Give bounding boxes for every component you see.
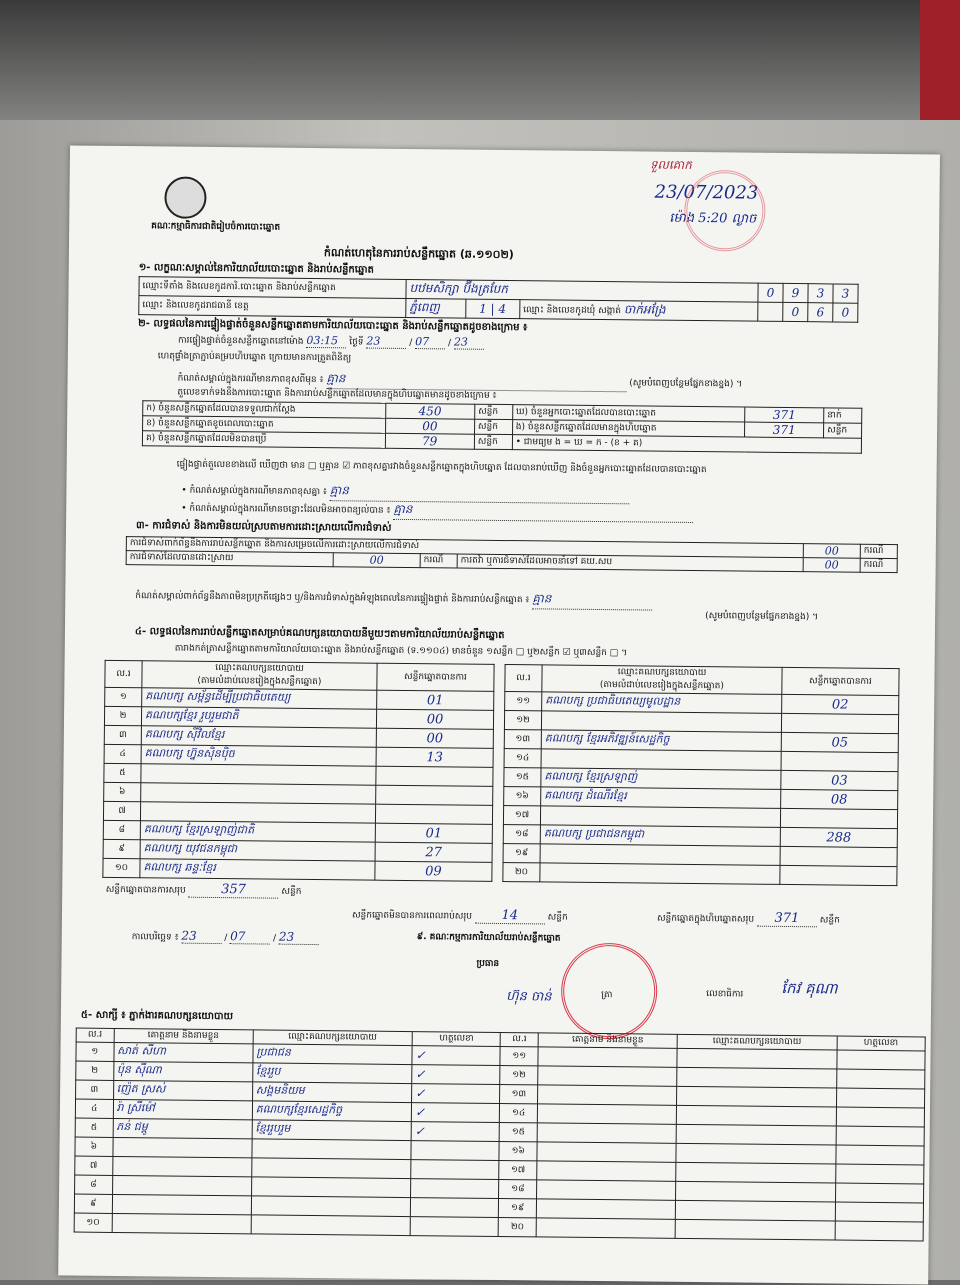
witness-signature <box>836 1126 925 1146</box>
witness-party: គណបក្សខ្មែរសេដ្ឋកិច្ច <box>252 1101 412 1122</box>
party-row-no: ១ <box>105 687 142 706</box>
witness-name <box>537 1161 676 1181</box>
section3-note-value: គ្មាន <box>532 590 652 610</box>
total-invalid-label: សន្លឹកឆ្នោតមិនបានការពេលរាប់សរុប <box>351 910 473 922</box>
party-results-right <box>502 664 899 886</box>
stamp-time: ម៉ោង 5:20 ល្ងាច <box>669 210 757 227</box>
count-label: គ) ចំនួនសន្លឹកឆ្នោតដែលមិនបានប្រើ <box>142 431 385 449</box>
party-row-no: ១៣ <box>504 730 541 749</box>
witness-no: ២០ <box>499 1217 537 1236</box>
party-row-no: ១០ <box>103 858 140 877</box>
witness-party <box>676 1105 836 1126</box>
row1-label: ឈ្មោះទីតាំង និងលេខកូដការិ.បោះឆ្នោត និងរាប់សន្លឹកឆ្នោត <box>139 277 406 299</box>
witness-signature: ✓ <box>411 1122 500 1142</box>
party-row-no: ៨ <box>103 820 140 839</box>
verification-time-line: ការផ្ទៀងផ្ទាត់ចំនួនសន្លឹកឆ្នោតនៅម៉ោង 03:15 ថ្ងៃទី 23 / 07 / 23 <box>178 333 484 351</box>
stamp-handwritten-code: ទួលគោក <box>649 157 692 172</box>
province-name: ភ្នំពេញ <box>406 298 466 318</box>
witness-no: ១៤ <box>500 1103 538 1122</box>
note-value: គ្មាន <box>326 370 626 392</box>
commune-label: ឈ្មោះ និងលេខកូដឃុំ សង្កាត់ <box>523 305 622 317</box>
witness-name <box>112 1175 251 1195</box>
commune-code-digit: 0 <box>833 303 858 322</box>
total-box-label: សន្លឹកឆ្នោតក្នុងហិបឆ្នោតសរុប <box>656 913 755 925</box>
col-party-label: ឈ្មោះគណបក្សនយោបាយ <box>215 662 304 674</box>
verification-month: 07 <box>415 335 445 349</box>
party-row-no: ១៩ <box>503 844 540 863</box>
note2-value: គ្មាន <box>330 482 630 504</box>
total-invalid-unit: សន្លឹក <box>547 912 568 923</box>
date-line: កាលបរិច្ឆេទ ៖ 23 / 07 / 23 <box>132 928 319 946</box>
party-votes: 00 <box>376 728 493 748</box>
col-party: ឈ្មោះគណបក្សនយោបាយ <box>677 1034 837 1050</box>
party-name: គណបក្ស ស៊ីវិលខ្មែរ <box>141 726 376 747</box>
witness-signature <box>411 1141 500 1161</box>
note-suffix: (សូមបំពេញបន្ថែមផ្នែកខាងខ្នង) ។ <box>629 378 743 390</box>
secretary-name: កែវ គុណា <box>781 978 838 998</box>
party-votes: 05 <box>781 732 898 752</box>
witness-no: ១៣ <box>500 1085 538 1104</box>
party-results-left <box>102 660 494 901</box>
witness-party <box>675 1200 835 1221</box>
section3-heading: ៣- ការជំទាស់ និងការមិនយល់ស្របតាមការដោះស្រាយលើការជំទាស់ <box>135 520 392 534</box>
party-name: គណបក្ស សម្ព័ន្ធដើម្បីប្រជាធិបតេយ្យ <box>142 688 377 709</box>
committee-name: គណៈកម្មាធិការជាតិរៀបចំការបោះឆ្នោត <box>151 221 281 233</box>
witness-signature <box>410 1198 499 1218</box>
party-row-no: ៦ <box>104 782 141 801</box>
appeal-label: ការតវ៉ា ឬការជំទាស់ដែលអាចនាំទៅ គឃ.សប <box>457 554 803 572</box>
witness-signature <box>411 1160 500 1180</box>
witness-no: ៩ <box>74 1194 112 1213</box>
witness-name <box>536 1199 675 1219</box>
witness-no: ១៩ <box>499 1198 537 1217</box>
col-votes: សន្លឹកឆ្នោតបានការ <box>782 667 899 695</box>
witness-name <box>537 1123 676 1143</box>
total-box-value: 371 <box>757 911 817 928</box>
witness-signature <box>835 1183 924 1203</box>
party-votes <box>780 808 897 828</box>
party-votes <box>376 766 493 786</box>
code-digit: 3 <box>808 284 833 303</box>
party-row-no: ១៥ <box>504 768 541 787</box>
stamp-date: 23/07/2023 <box>654 181 759 204</box>
commune-cell <box>520 300 758 321</box>
party-votes: 08 <box>781 789 898 809</box>
official-seal-bottom <box>561 943 658 1040</box>
witness-name <box>112 1156 251 1176</box>
total-box-line <box>657 910 840 928</box>
witness-signature <box>835 1202 924 1222</box>
col-sign: ហត្ថលេខា <box>412 1032 500 1047</box>
witness-no: ១១ <box>500 1047 538 1066</box>
party-votes <box>375 804 492 824</box>
col-party <box>542 665 782 695</box>
col-party <box>142 661 377 690</box>
witness-no: ១ <box>76 1042 114 1061</box>
verification-time-label: ការផ្ទៀងផ្ទាត់ចំនួនសន្លឹកឆ្នោតនៅម៉ោង <box>177 335 304 347</box>
witness-name <box>113 1137 252 1157</box>
table-intro: តួលេខទាក់ទងនឹងការបោះឆ្នោត និងការរាប់សន្លឹកឆ្នោតដែលមានក្នុងហិបឆ្នោតមានដូចខាងក្រោម ៖ <box>177 387 497 401</box>
witness-name: ញ៉េត ស្រស់ <box>113 1080 252 1100</box>
party-row-no: ១៨ <box>503 825 540 844</box>
witness-party <box>251 1158 411 1179</box>
witness-name <box>112 1213 251 1233</box>
note2-label: • កំណត់សម្គាល់ក្នុងករណីមានភាពខុសគ្នា ៖ <box>181 485 327 498</box>
total-valid-unit: សន្លឹក <box>281 886 302 897</box>
witness-party <box>676 1181 836 1202</box>
party-name <box>141 764 376 785</box>
witness-party: សង្គមនិយម <box>252 1082 412 1103</box>
party-name: គណបក្ស យុវជនកម្ពុជា <box>140 840 375 861</box>
witness-party <box>677 1048 837 1069</box>
section1-table <box>138 276 858 323</box>
count-unit: សន្លឹក <box>474 419 512 434</box>
section3-note-suffix: (សូមបំពេញបន្ថែមផ្នែកខាងខ្នង) ។ <box>705 611 819 623</box>
witness-no: ៥ <box>75 1118 113 1137</box>
count-value: 79 <box>385 433 474 449</box>
date-year: 23 <box>279 930 319 945</box>
party-name <box>540 844 780 866</box>
witness-no: ១៦ <box>499 1141 537 1160</box>
witness-name: រ៉ា ស្រីម៉ៅ <box>113 1099 252 1119</box>
col-no: ល.រ <box>105 660 142 687</box>
day-label: ថ្ងៃទី <box>349 337 364 348</box>
witness-signature: ✓ <box>411 1103 500 1123</box>
witness-party <box>677 1086 837 1107</box>
witness-name: សាត់ សីហា <box>113 1042 252 1062</box>
party-name: គណបក្ស ប្រជាធិបតេយ្យមូលដ្ឋាន <box>542 692 782 714</box>
verification-time: 03:15 <box>306 334 346 348</box>
witness-name <box>112 1194 251 1214</box>
total-box-unit: សន្លឹក <box>819 915 840 926</box>
witness-name <box>538 1047 677 1067</box>
witness-name: ភន់ ជម្ពូ <box>113 1118 252 1138</box>
witness-name <box>537 1104 676 1124</box>
ballot-count-table <box>142 400 862 454</box>
chair-name: ហ៊ុន ចាន់ <box>506 989 552 1005</box>
party-votes: 01 <box>375 823 492 843</box>
count-value: 371 <box>745 407 824 423</box>
witness-no: ១៧ <box>499 1160 537 1179</box>
col-no: ល.រ <box>505 665 542 692</box>
appeal-unit: ករណី <box>860 558 897 572</box>
witness-party <box>251 1215 411 1236</box>
count-unit: សន្លឹក <box>475 404 513 419</box>
note3-value: គ្មាន <box>393 501 693 523</box>
objection-label: ការជំទាស់ពាក់ព័ន្ធនឹងការរាប់សន្លឹកឆ្នោត និងការសម្រេចលើការដោះស្រាយលើការជំទាស់ <box>126 537 803 558</box>
witness-name <box>538 1066 677 1086</box>
witness-signature <box>410 1217 499 1237</box>
count-label: ឃ) ចំនួនអ្នកបោះឆ្នោតដែលបានបោះឆ្នោត <box>512 405 745 422</box>
witness-signature: ✓ <box>412 1046 501 1066</box>
col-name: គោត្តនាម និងនាមខ្លួន <box>538 1033 677 1048</box>
check-line: ផ្ទៀងផ្ទាត់តួលេខខាងលើ ឃើញថា មាន □ ឬគ្មាន ☑ ភាពខុសគ្នារវាងចំនួនសន្លឹកឆ្នោតក្នុងហិបឆ្នោត ដែលបានរាប់ឃើញ និងចំនួនអ្នកបោះឆ្នោតដែលបានបោះឆ្នោត <box>176 459 707 476</box>
verification-day: 23 <box>366 335 406 349</box>
date-month: 07 <box>230 929 270 944</box>
count-label: ខ) ចំនួនសន្លឹកឆ្នោតខូចពេលបោះឆ្នោត <box>143 416 386 434</box>
party-row-no: ៩ <box>103 839 140 858</box>
col-party-sub: (តាមលំដាប់លេខរៀងក្នុងសន្លឹកឆ្នោត) <box>599 680 724 692</box>
party-row-no: ២០ <box>503 863 540 882</box>
code-digit: 3 <box>833 284 858 303</box>
resolved-label: ការជំទាស់ដែលបានដោះស្រាយ <box>126 551 333 567</box>
party-votes: 00 <box>376 709 493 729</box>
section2-heading: ២- លទ្ធផលនៃការផ្ទៀងផ្ទាត់ចំនួនសន្លឹកឆ្នោតតាមការិយាល័យបោះឆ្នោត និងរាប់សន្លឹកឆ្នោតដូចខាងក្រោម ៖ <box>138 318 528 334</box>
party-name <box>541 711 781 733</box>
party-name <box>540 863 780 885</box>
chair-label: ប្រធាន <box>476 958 500 969</box>
count-unit: សន្លឹក <box>824 423 862 438</box>
col-votes: សន្លឹកឆ្នោតបានការ <box>377 663 494 691</box>
party-name: គណបក្ស ខ្មែរអភិវឌ្ឍន៍សេដ្ឋកិច្ច <box>541 730 781 752</box>
party-row-no: ៤ <box>104 744 141 763</box>
objection-table <box>126 536 898 573</box>
witness-no: ៦ <box>75 1137 113 1156</box>
date-label: កាលបរិច្ឆេទ ៖ <box>131 932 179 943</box>
witness-signature <box>836 1069 925 1089</box>
witness-signature <box>835 1221 924 1241</box>
party-name: គណបក្ស ឆន្ទៈខ្មែរ <box>140 859 375 880</box>
resolved-value: 00 <box>333 553 420 568</box>
witness-signature <box>836 1107 925 1127</box>
nec-logo-icon <box>164 176 206 218</box>
witness-name <box>537 1180 676 1200</box>
commune-code-digit: 0 <box>783 302 808 321</box>
province-code-digit: 1 <box>479 301 487 316</box>
witness-party <box>252 1139 412 1160</box>
party-row-no: ៥ <box>104 763 141 782</box>
party-name: គណបក្ស ប្រជាជនកម្ពុជា <box>540 825 780 847</box>
row2-label: ឈ្មោះ និងលេខកូដរាជធានី ខេត្ត <box>139 296 406 318</box>
col-party-label: ឈ្មោះគណបក្សនយោបាយ <box>617 667 707 679</box>
witness-no: ២ <box>76 1061 114 1080</box>
witness-party <box>676 1124 836 1145</box>
note3-label: • កំណត់សម្គាល់ក្នុងករណីមានចន្លោះដែលមិនអាចពន្យល់បាន ៖ <box>181 503 391 516</box>
party-votes: 13 <box>376 747 493 767</box>
witness-signature <box>836 1050 925 1070</box>
party-votes <box>780 846 897 866</box>
section3-note <box>135 586 915 613</box>
party-votes: 01 <box>377 690 494 710</box>
witness-no: ១២ <box>500 1066 538 1085</box>
party-row <box>503 863 897 886</box>
note-label: កំណត់សម្គាល់ក្នុងករណីមានភាពខុសពីមុន ៖ <box>177 373 324 386</box>
party-name: គណបក្ស ហ្វ៊ុនស៊ិនប៉ិច <box>141 745 376 766</box>
total-invalid-line <box>352 906 568 924</box>
total-valid-value: 357 <box>189 882 279 899</box>
party-votes: 02 <box>782 694 899 714</box>
section3-note-label: កំណត់សម្គាល់ពាក់ព័ន្ធនឹងភាពមិនប្រក្រតីផ្សេងៗ ឬ/និងការជំទាស់ក្នុងអំឡុងពេលនៃការផ្ទៀងផ្ទាត់ និងការរាប់សន្លឹកឆ្នោត ៖ <box>135 591 530 606</box>
witness-party <box>677 1067 837 1088</box>
party-votes: 27 <box>375 842 492 862</box>
count-label: ក) ចំនួនសន្លឹកឆ្នោតដែលបានទទួលជាក់ស្តែង <box>143 401 386 419</box>
section4-heading: ៤- លទ្ធផលនៃការរាប់សន្លឹកឆ្នោតសម្រាប់គណបក្សនយោបាយនីមួយៗតាមការិយាល័យរាប់សន្លឹកឆ្នោត <box>134 626 505 642</box>
party-votes <box>780 865 897 885</box>
col-party: ឈ្មោះគណបក្សនយោបាយ <box>253 1030 413 1046</box>
total-invalid-value: 14 <box>475 908 545 925</box>
party-row-no: ១៧ <box>503 806 540 825</box>
commune-code-digit: 6 <box>808 303 833 322</box>
witness-name <box>536 1218 675 1238</box>
count-value: 371 <box>745 422 824 438</box>
col-sign: ហត្ថលេខា <box>837 1036 926 1051</box>
witness-party <box>676 1162 836 1183</box>
verification-year: 23 <box>454 335 484 349</box>
witness-table <box>74 1028 926 1242</box>
section5-heading: ៥- សាក្សី ៖ ភ្នាក់ងារគណបក្សនយោបាយ <box>80 1009 234 1023</box>
secretary-label: លេខាធិការ <box>706 989 744 1000</box>
col-no: ល.រ <box>501 1033 539 1047</box>
witness-signature <box>835 1164 924 1184</box>
witness-name <box>537 1142 676 1162</box>
witness-no: ៤ <box>75 1099 113 1118</box>
commune-name: ចាក់អង្រែ <box>623 302 666 317</box>
witness-no: ៣ <box>76 1080 114 1099</box>
witness-signature: ✓ <box>412 1065 501 1085</box>
witness-party <box>676 1143 836 1164</box>
seal-check-line: ហេតុផ្ទាំងត្រាភ្ជាប់គម្របហិបឆ្នោត ក្រោយមានការត្រួតពិនិត្យ <box>157 351 352 364</box>
date-day: 23 <box>181 929 221 944</box>
party-row-no: ២ <box>104 706 141 725</box>
col-name: គោត្តនាម និងនាមខ្លួន <box>114 1028 253 1043</box>
witness-name: ប៉ុន ស៊ីណា <box>113 1061 252 1081</box>
committee-label: ៩. គណៈកម្មការការិយាល័យរាប់សន្លឹកឆ្នោត <box>416 932 561 944</box>
official-seal-top <box>684 170 766 252</box>
section4-sub: តារាងកត់ត្រាសន្លឹកឆ្នោតតាមការិយាល័យបោះឆ្នោត និងរាប់សន្លឹកឆ្នោត (ទ.១១០៤) មានចំនួន ១សន្លឹក □ ឬ២សន្លឹក ☑ ឬ៣សន្លឹក □ ។ <box>174 643 628 659</box>
party-name: គណបក្ស ខ្មែរស្រឡាញ់ជាតិ <box>140 821 375 842</box>
witness-name <box>538 1085 677 1105</box>
party-votes <box>376 785 493 805</box>
count-value: 00 <box>385 418 474 434</box>
count-value: 450 <box>385 403 474 419</box>
party-name <box>141 783 376 804</box>
witness-no: ១៨ <box>499 1179 537 1198</box>
province-code-digit: 4 <box>498 301 507 317</box>
witness-signature <box>835 1145 924 1165</box>
party-votes: 288 <box>780 827 897 847</box>
count-label: ង) ចំនួនសន្លឹកឆ្នោតដែលមានក្នុងហិបឆ្នោត <box>512 420 745 437</box>
province-code: 1 | 4 <box>465 299 519 319</box>
party-name <box>541 749 781 771</box>
objection-value: 00 <box>803 544 860 559</box>
party-row-no: ១២ <box>504 711 541 730</box>
appeal-value: 00 <box>803 558 860 573</box>
witness-no: ៧ <box>75 1156 113 1175</box>
total-valid-line <box>103 877 492 901</box>
witness-party: ប្រជាជន <box>253 1044 413 1065</box>
party-row-no: ៣ <box>104 725 141 744</box>
count-unit: នាក់ <box>824 408 862 423</box>
witness-party <box>251 1196 411 1217</box>
empty-cell <box>758 302 783 321</box>
resolved-unit: ករណី <box>420 554 457 568</box>
document-paper <box>58 145 940 1284</box>
witness-party <box>675 1219 835 1240</box>
witness-signature <box>411 1179 500 1199</box>
party-name: គណបក្ស ខ្មែរស្រឡាញ់ <box>541 768 781 790</box>
polling-station-name: បឋមសិក្សា ប៊ឹងត្របែក <box>406 279 758 302</box>
witness-party: ខ្មែររួប <box>252 1063 412 1084</box>
witness-party <box>251 1177 411 1198</box>
party-row-no: ១៦ <box>504 787 541 806</box>
witness-no: ១៥ <box>500 1122 538 1141</box>
party-row-no: ៧ <box>103 801 140 820</box>
witness-no: ៨ <box>75 1175 113 1194</box>
document-title: កំណត់ហេតុនៃការរាប់សន្លឹកឆ្នោត (ឆ.១១០២) <box>323 246 514 262</box>
seal-label: ត្រា <box>601 990 613 1001</box>
party-name <box>140 802 375 823</box>
total-valid-label: សន្លឹកឆ្នោតបានការសរុប <box>105 884 186 896</box>
party-name <box>540 806 780 828</box>
section1-heading: ១- លក្ខណៈសម្គាល់នៃការិយាល័យបោះឆ្នោត និងរាប់សន្លឹកឆ្នោត <box>138 262 374 276</box>
witness-signature <box>836 1088 925 1108</box>
objection-unit: ករណី <box>860 544 897 558</box>
code-digit: 0 <box>758 283 783 302</box>
witness-signature: ✓ <box>412 1084 501 1104</box>
party-votes: 03 <box>781 770 898 790</box>
formula-label: • ជាមធ្យម ង = ឃ = ក - (ខ + គ) <box>512 435 861 454</box>
party-row-no: ១៤ <box>504 749 541 768</box>
code-digit: 9 <box>783 283 808 302</box>
witness-party: ខ្មែររួបរួម <box>252 1120 412 1141</box>
party-votes <box>781 751 898 771</box>
col-no: ល.រ <box>76 1028 114 1042</box>
party-name: គណបក្សខ្មែរ រួបរួមជាតិ <box>141 707 376 728</box>
col-party-sub: (តាមលំដាប់លេខរៀងក្នុងសន្លឹកឆ្នោត) <box>197 675 322 688</box>
witness-no: ១០ <box>74 1213 112 1232</box>
party-row-no: ១១ <box>505 692 542 711</box>
party-votes: 09 <box>375 861 492 881</box>
party-name: គណបក្ស ដំណើរខ្មែរ <box>541 787 781 809</box>
count-unit: សន្លឹក <box>474 434 512 449</box>
party-votes <box>781 713 898 733</box>
